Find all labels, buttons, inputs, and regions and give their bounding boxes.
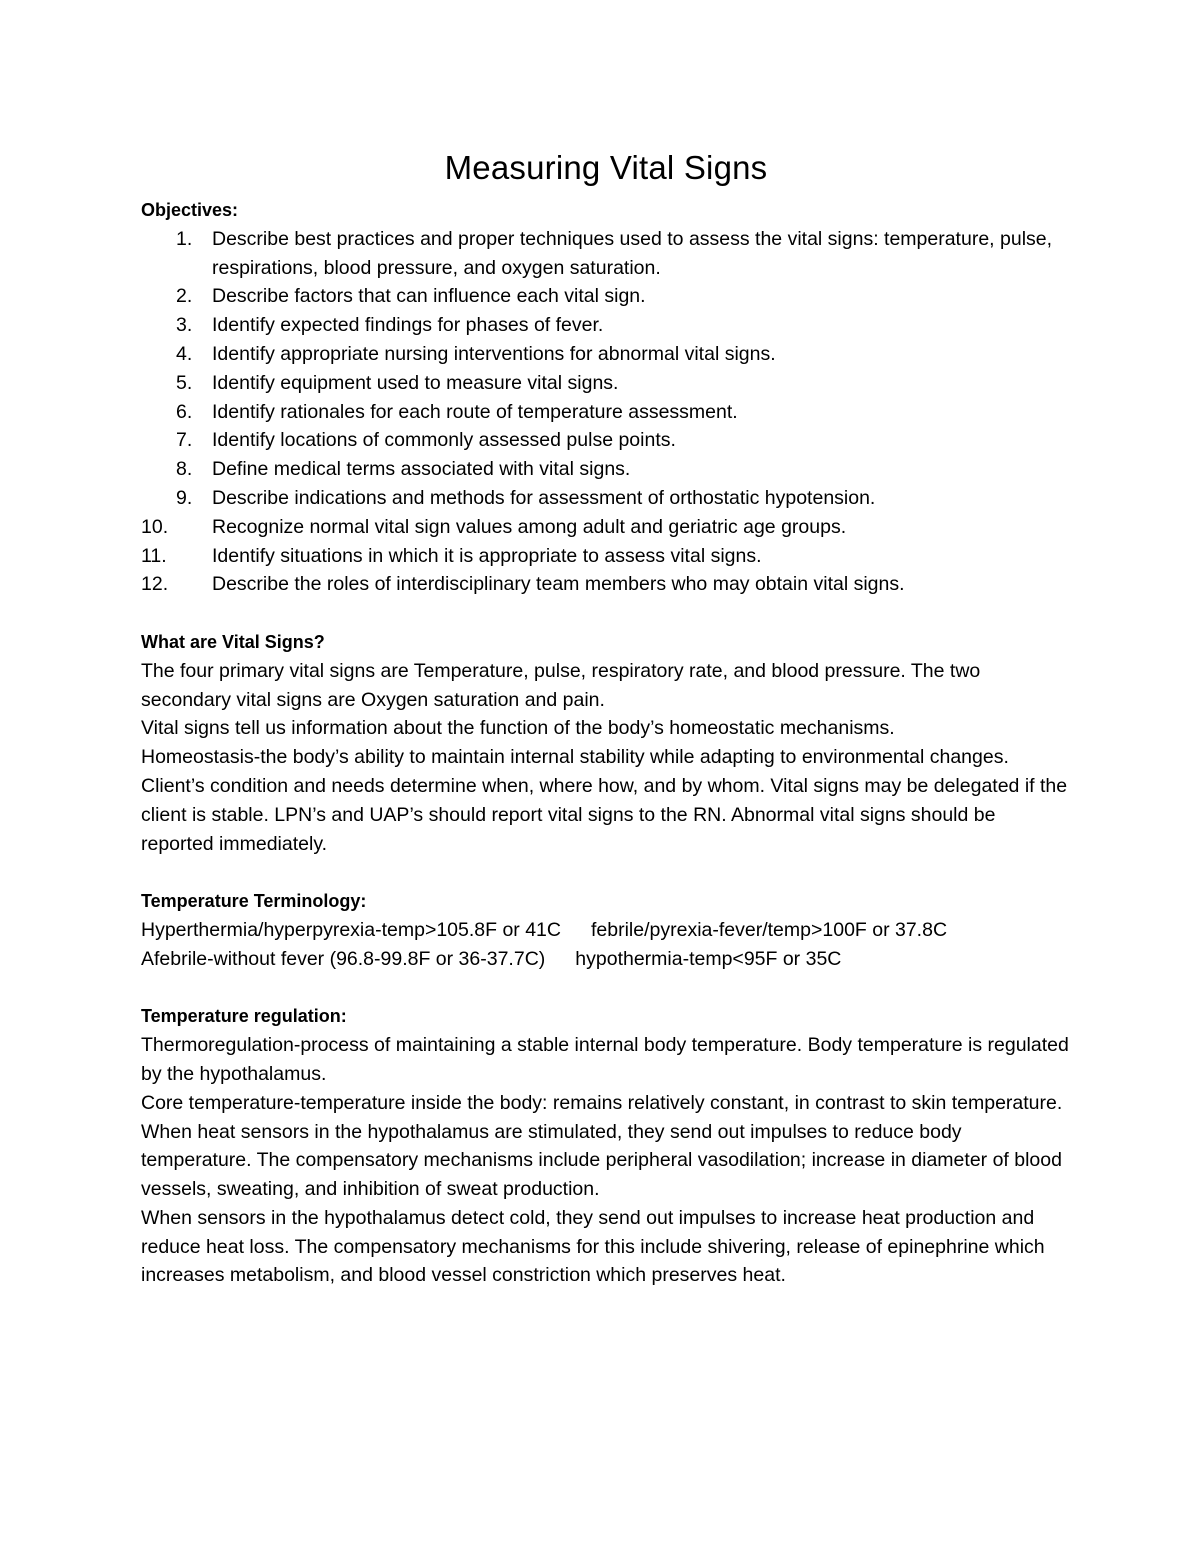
what-are-vital-signs-section	[141, 628, 1071, 858]
temperature-terminology-section	[141, 887, 1071, 973]
objective-number: 6.	[176, 400, 193, 423]
objective-item	[141, 398, 1071, 427]
term-febrile: febrile/pyrexia-fever/temp>100F or 37.8C	[590, 918, 948, 941]
objective-text: Recognize normal vital sign values among adult and geriatric age groups.	[212, 515, 847, 538]
regulation-heading: Temperature regulation:	[141, 1006, 347, 1027]
objective-number: 7.	[176, 429, 193, 452]
objective-item	[141, 570, 1071, 599]
objective-number: 11.	[141, 544, 167, 567]
page-title: Measuring Vital Signs	[444, 149, 768, 186]
temperature-regulation-section	[141, 1002, 1071, 1290]
terminology-heading: Temperature Terminology:	[141, 891, 367, 912]
objective-text: Identify locations of commonly assessed pulse points.	[212, 429, 676, 452]
objective-text: Describe factors that can influence each vital sign.	[212, 285, 646, 308]
objective-number: 3.	[176, 314, 193, 337]
term-hyperthermia: Hyperthermia/hyperpyrexia-temp>105.8F or 41C	[141, 918, 561, 941]
what-are-paragraph: Client’s condition and needs determine when, where how, and by whom. Vital signs may be delegated if the client is stable. LPN’s and UAP’s should report vital signs to the RN. Abnormal vital signs should be reported immediately.	[141, 774, 1068, 855]
objectives-list	[141, 225, 1071, 599]
what-are-paragraph: Vital signs tell us information about the function of the body’s homeostatic mechanisms.	[141, 717, 895, 740]
objectives-heading: Objectives:	[141, 200, 239, 220]
objective-item	[141, 455, 1071, 484]
objective-item	[141, 484, 1071, 513]
terminology-row	[141, 945, 1071, 974]
objective-text: Describe the roles of interdisciplinary team members who may obtain vital signs.	[212, 573, 905, 596]
objective-item	[141, 426, 1071, 455]
regulation-paragraph: Thermoregulation-process of maintaining a stable internal body temperature. Body temperature is regulated by the hypothalamus.	[141, 1034, 1069, 1085]
objective-number: 10.	[141, 515, 169, 538]
regulation-paragraph: Core temperature-temperature inside the body: remains relatively constant, in contrast to skin temperature.	[141, 1091, 1063, 1114]
term-hypothermia: hypothermia-temp<95F or 35C	[575, 947, 842, 970]
document-page	[141, 140, 1071, 1290]
objective-number: 9.	[176, 486, 193, 509]
objective-item	[141, 282, 1071, 311]
objective-item	[141, 513, 1071, 542]
objective-number: 1.	[176, 227, 193, 250]
objective-text: Identify appropriate nursing interventions for abnormal vital signs.	[212, 342, 776, 365]
objective-text: Identify equipment used to measure vital signs.	[212, 371, 619, 394]
objective-item	[141, 542, 1071, 571]
objective-number: 4.	[176, 342, 193, 365]
objective-item	[141, 311, 1071, 340]
regulation-paragraph: When heat sensors in the hypothalamus are stimulated, they send out impulses to reduce body temperature. The compensatory mechanisms include peripheral vasodilation; increase in diameter of blood vessels, sweating, and inhibition of sweat production.	[141, 1120, 1062, 1201]
objective-text: Describe best practices and proper techniques used to assess the vital signs: temperature, pulse, respirations, blood pressure, and oxygen saturation.	[212, 227, 1053, 279]
objective-number: 2.	[176, 285, 193, 308]
objective-text: Identify expected findings for phases of fever.	[212, 314, 604, 337]
term-afebrile: Afebrile-without fever (96.8-99.8F or 36-37.7C)	[141, 947, 546, 970]
objective-text: Identify situations in which it is appropriate to assess vital signs.	[212, 544, 762, 567]
objective-number: 12.	[141, 573, 169, 596]
terminology-row	[141, 916, 1071, 945]
objective-text: Describe indications and methods for assessment of orthostatic hypotension.	[212, 486, 876, 509]
objective-item	[141, 225, 1071, 283]
regulation-paragraph: When sensors in the hypothalamus detect cold, they send out impulses to increase heat production and reduce heat loss. The compensatory mechanisms for this include shivering, release of epinephrine which increases metabolism, and blood vessel constriction which preserves heat.	[141, 1206, 1045, 1287]
objective-number: 8.	[176, 458, 193, 481]
objective-text: Identify rationales for each route of temperature assessment.	[212, 400, 738, 423]
what-are-paragraph: The four primary vital signs are Temperature, pulse, respiratory rate, and blood pressure. The two secondary vital signs are Oxygen saturation and pain.	[141, 659, 981, 711]
objective-item	[141, 369, 1071, 398]
what-are-heading: What are Vital Signs?	[141, 631, 325, 652]
objective-text: Define medical terms associated with vital signs.	[212, 458, 631, 481]
what-are-paragraph: Homeostasis-the body’s ability to maintain internal stability while adapting to environmental changes.	[141, 746, 1009, 769]
objective-number: 5.	[176, 371, 193, 394]
objective-item	[141, 340, 1071, 369]
